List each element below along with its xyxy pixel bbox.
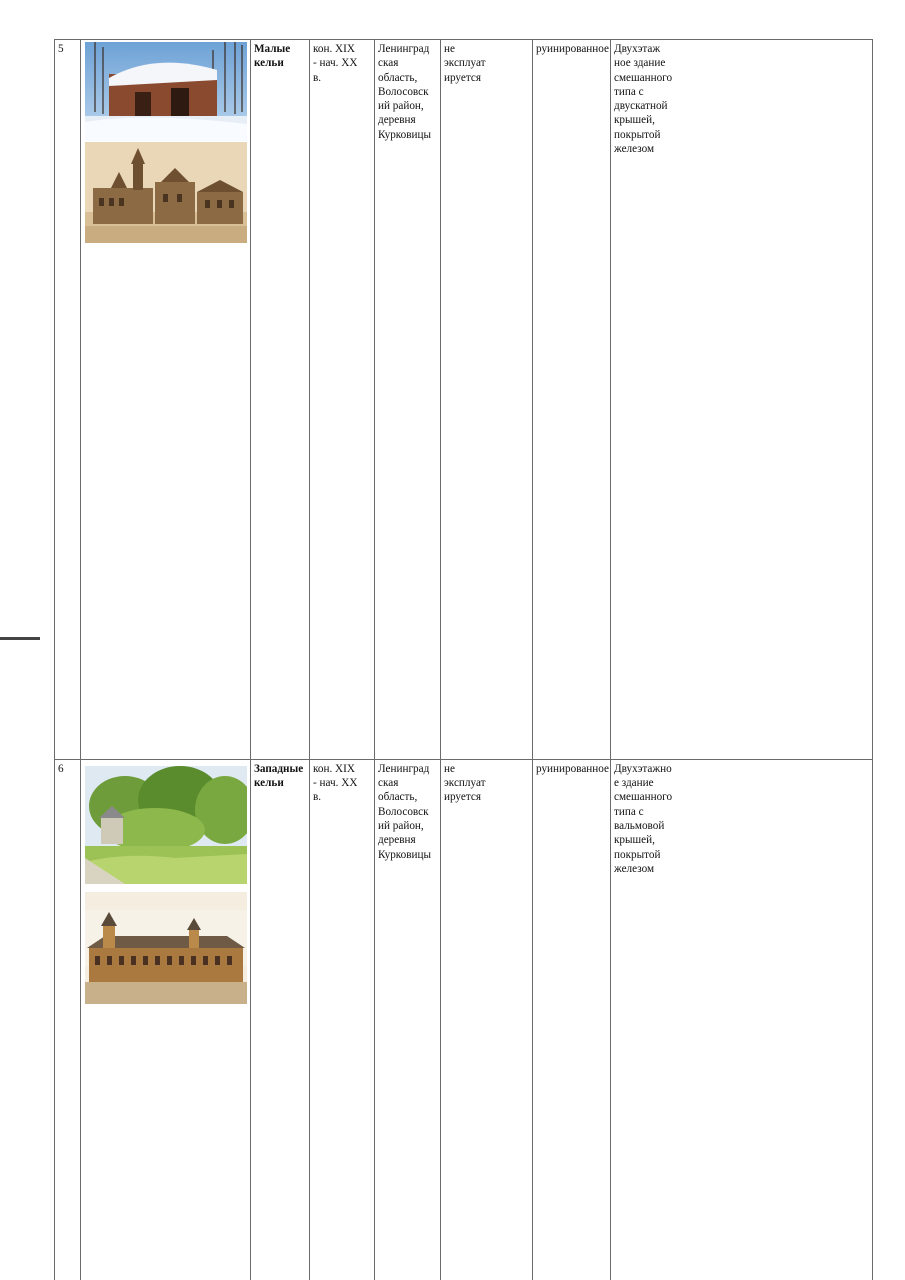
building-type-text: Двухэтаж ное здание смешанного типа с двускатной крышей, покрытой железом (614, 43, 673, 156)
building-type-text: Двухэтажно е здание смешанного типа с вальмовой крышей, покрытой железом (614, 762, 673, 875)
table-row (55, 759, 873, 1280)
building-name-text: Малые кельи (254, 43, 291, 70)
location (375, 40, 441, 760)
row-number (55, 40, 81, 760)
condition (533, 40, 611, 760)
condition (533, 759, 611, 1280)
building-name (251, 40, 310, 760)
photo-cell (81, 759, 251, 1280)
condition-text: руинированное (536, 43, 609, 55)
construction-date (310, 40, 375, 760)
usage-status-text: не эксплуат ируется (444, 762, 486, 804)
location-text: Ленинград ская область, Волосовск ий район, деревня Курковицы (378, 762, 432, 861)
location (375, 759, 441, 1280)
condition-text: руинированное (536, 762, 609, 775)
building-type (611, 759, 873, 1280)
construction-date-text: кон. XIX - нач. XX в. (313, 43, 358, 84)
row-number-text: 6 (58, 762, 64, 775)
usage-status (441, 40, 533, 760)
row-number-text: 5 (58, 43, 64, 55)
usage-status-text: не эксплуат ируется (444, 43, 486, 84)
photo-cell (81, 40, 251, 760)
construction-date (310, 759, 375, 1280)
location-text: Ленинград ская область, Волосовск ий район, деревня Курковицы (378, 43, 432, 141)
construction-date-text: кон. XIX - нач. XX в. (313, 762, 358, 804)
building-name (251, 759, 310, 1280)
buildings-table (54, 39, 873, 1280)
photo-green-trees (85, 766, 247, 884)
photo-monastery-sepia (85, 142, 247, 243)
usage-status (441, 759, 533, 1280)
table-row (55, 40, 873, 760)
photo-monastery-building (85, 892, 247, 1004)
row-number (55, 759, 81, 1280)
building-name-text: Западные кельи (254, 762, 304, 790)
building-type (611, 40, 873, 760)
photo-ruins-snow (85, 42, 247, 141)
